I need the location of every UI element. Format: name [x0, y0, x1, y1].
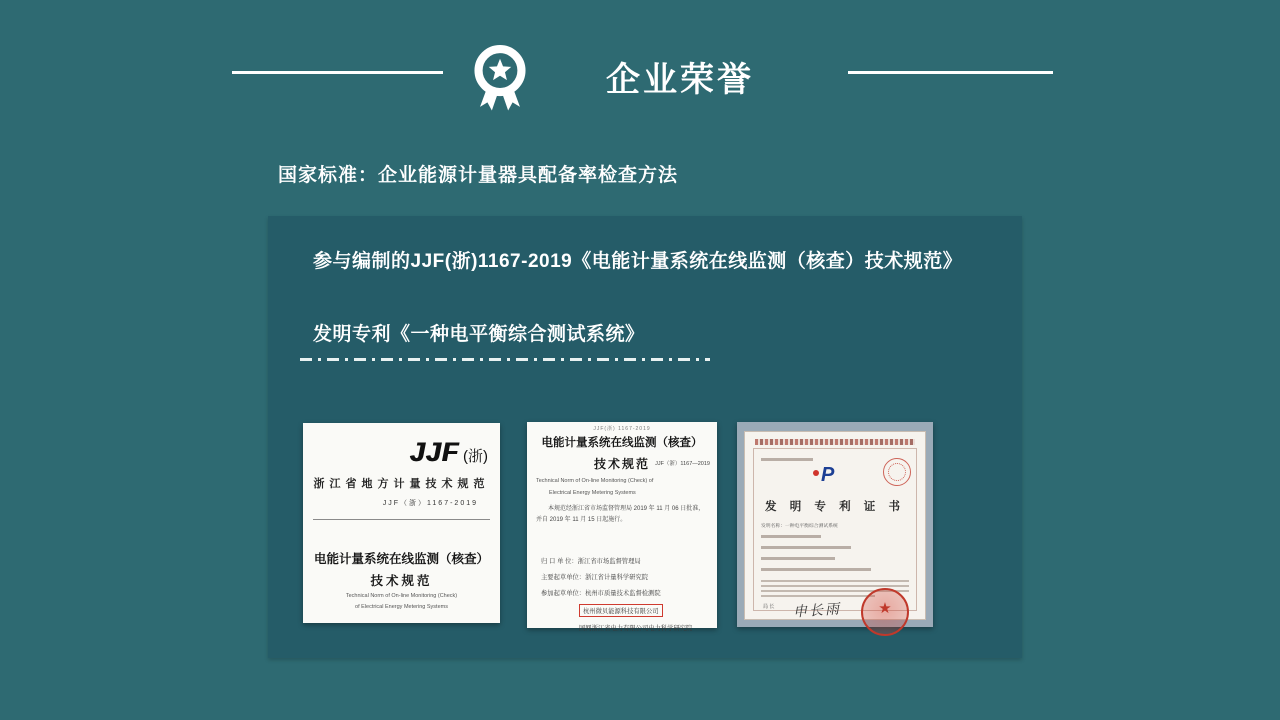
patent-signer-label: 局 长: [763, 604, 775, 610]
jjf-inner-title-2: 技术规范: [593, 457, 650, 471]
patent-paragraph-line: [761, 585, 909, 587]
jjf-cover-english-1: Technical Norm of On-line Monitoring (Check): [345, 593, 458, 599]
patent-certificate-number-line: [761, 458, 813, 461]
jjf-field-grid-institute: 国网浙江省电力有限公司电力科学研究院: [579, 625, 693, 632]
jjf-inner-english-2: Electrical Energy Metering Systems: [549, 490, 636, 496]
dash-dot-divider: [300, 358, 710, 361]
patent-invention-name: 发明名称：一种电平衡综合测试系统: [761, 524, 838, 529]
jjf-logo-text: JJF: [409, 437, 459, 467]
jjf-inner-title-1: 电能计量系统在线监测（核查）: [541, 437, 703, 449]
cnipa-logo-icon: P: [821, 464, 834, 487]
jjf-inner-code: JJF（浙）1167—2019: [655, 461, 710, 467]
jjf-cover-title-2: 技术规范: [370, 574, 433, 588]
header-right-rule: [848, 71, 1053, 74]
jjf-logo: [409, 437, 488, 468]
patent-paragraph-line: [761, 580, 909, 582]
jjf-standard-code: JJF（浙）1167-2019: [382, 500, 478, 507]
jjf-cover-title-1: 电能计量系统在线监测（核查）: [313, 552, 489, 566]
jjf-logo-suffix: (浙): [463, 448, 488, 465]
jjf-field-centralized-unit: 归 口 单 位：浙江省市场监督管理局: [541, 558, 641, 565]
header-left-rule: [232, 71, 443, 74]
honors-panel: [268, 216, 1022, 658]
national-emblem-seal-icon: [861, 588, 909, 636]
patent-paper: [744, 431, 926, 620]
jjf-cover-rule: [313, 519, 490, 520]
jjf-participation-text: 参与编制的JJF(浙)1167-2019《电能计量系统在线监测（核查）技术规范》: [313, 251, 963, 272]
certificate-jjf-inner-page: [527, 422, 717, 632]
patent-filing-date-line: [761, 557, 835, 560]
highlighted-company-name: 杭州微贝能源科技有限公司: [579, 604, 663, 617]
jjf-approval-paragraph: 本规范经浙江省市场监督管理局 2019 年 11 月 06 日批准，并自 2019 年 11 月 15 日起施行。: [536, 506, 705, 523]
patent-owner-line: [761, 568, 871, 571]
certificate-invention-patent: [737, 422, 933, 627]
national-standard-text: 国家标准：企业能源计量器具配备率检查方法: [278, 165, 679, 186]
round-seal-icon: [883, 458, 911, 486]
commissioner-signature: 申长雨: [792, 600, 842, 620]
patent-ornament-band: [755, 439, 915, 445]
patent-inventor-line: [761, 535, 821, 538]
invention-patent-text: 发明专利《一种电平衡综合测试系统》: [313, 324, 645, 345]
jjf-inner-header-code: JJF(浙) 1167-2019: [593, 426, 651, 432]
patent-paragraph-line: [761, 595, 875, 597]
jjf-series-title: 浙江省地方计量技术规范: [313, 478, 490, 490]
jjf-drafting-units: [541, 556, 711, 632]
page-title: 企业荣誉: [606, 61, 754, 99]
patent-number-line: [761, 546, 851, 549]
medal-star-icon: [462, 38, 538, 112]
jjf-cover-english-2: of Electrical Energy Metering Systems: [355, 604, 448, 610]
jjf-field-participating-drafter: 参加起草单位：杭州市质量技术监督检测院: [541, 590, 661, 597]
certificate-jjf-cover: [303, 423, 500, 623]
jjf-inner-english-1: Technical Norm of On-line Monitoring (Check) of: [536, 478, 654, 484]
patent-title: 发 明 专 利 证 书: [765, 501, 905, 513]
jjf-field-main-drafter: 主要起草单位：浙江省计量科学研究院: [541, 574, 649, 581]
